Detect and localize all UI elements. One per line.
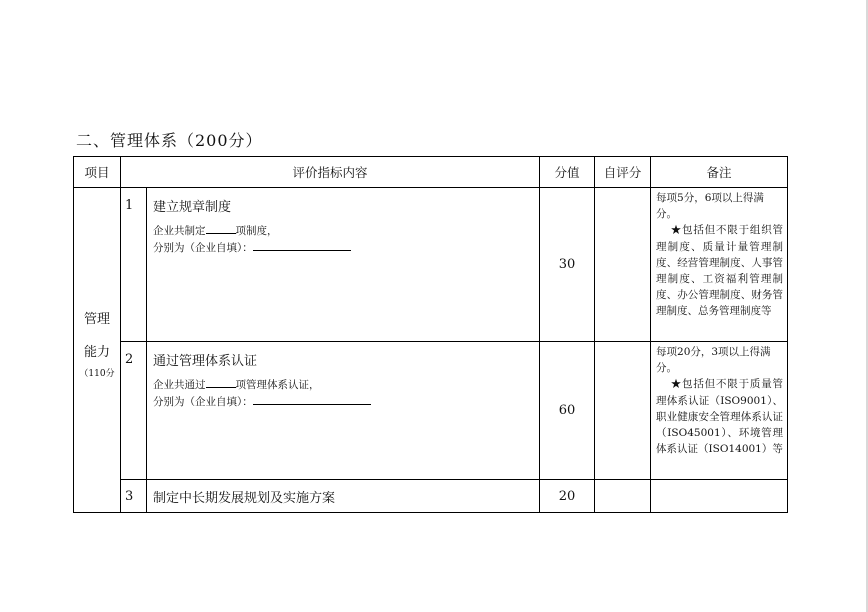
row-title: 制定中长期发展规划及实施方案 xyxy=(153,490,336,506)
row-score: 30 xyxy=(540,188,595,342)
row-remarks xyxy=(651,480,788,513)
table-header-row xyxy=(74,157,788,188)
rules-list-label: 分别为（企业自填）： xyxy=(153,242,253,254)
remark-detail: ★包括但不限于组织管理制度、质量计量管理制度、经营管理制度、人事管理制度、工资福利管理制度、办公管理制度、财务管理制度、总务管理制度等 xyxy=(656,224,784,318)
row-score: 20 xyxy=(540,480,595,513)
category-cell xyxy=(74,188,121,513)
header-content: 评价指标内容 xyxy=(121,157,540,188)
category-line-1: 管理 xyxy=(83,312,110,327)
cert-count-blank[interactable] xyxy=(206,377,236,388)
self-score-cell[interactable] xyxy=(595,342,651,480)
row-number: 2 xyxy=(121,342,147,480)
row-number: 3 xyxy=(121,480,147,513)
remark-rule: 每项5分，6项以上得满分。 xyxy=(656,192,764,221)
row-remarks xyxy=(651,342,788,480)
header-self-score: 自评分 xyxy=(595,157,651,188)
row-content xyxy=(147,342,540,480)
header-remarks: 备注 xyxy=(651,157,788,188)
rules-count-prefix: 企业共制定 xyxy=(153,225,206,237)
cert-count-prefix: 企业共通过 xyxy=(153,379,206,391)
row-content xyxy=(147,480,540,513)
category-line-3: （110分 xyxy=(79,369,115,379)
cert-list-blank[interactable] xyxy=(253,394,371,405)
category-line-2: 能力 xyxy=(83,345,110,360)
row-title: 建立规章制度 xyxy=(153,200,232,215)
rules-count-suffix: 项制度， xyxy=(235,225,278,237)
rules-list-blank[interactable] xyxy=(253,240,351,251)
row-remarks xyxy=(651,188,788,342)
remark-detail: ★包括但不限于质量管理体系认证（ISO9001）、职业健康安全管理体系认证（ISO45001）、环境管理体系认证（ISO14001）等 xyxy=(656,378,784,456)
section-title: 二、管理体系（200分） xyxy=(76,131,263,150)
self-score-cell[interactable] xyxy=(595,480,651,513)
row-number: 1 xyxy=(121,188,147,342)
rules-count-blank[interactable] xyxy=(206,223,236,234)
remark-rule: 每项20分，3项以上得满分。 xyxy=(656,346,771,375)
cert-list-label: 分别为（企业自填）： xyxy=(153,396,253,408)
cert-count-suffix: 项管理体系认证， xyxy=(235,379,320,391)
table-row xyxy=(74,188,788,342)
row-content xyxy=(147,188,540,342)
self-score-cell[interactable] xyxy=(595,188,651,342)
row-title: 通过管理体系认证 xyxy=(153,354,258,369)
evaluation-table xyxy=(73,156,788,513)
header-score: 分值 xyxy=(540,157,595,188)
row-score: 60 xyxy=(540,342,595,480)
table-row xyxy=(74,342,788,480)
table-row xyxy=(74,480,788,513)
header-item: 项目 xyxy=(74,157,121,188)
